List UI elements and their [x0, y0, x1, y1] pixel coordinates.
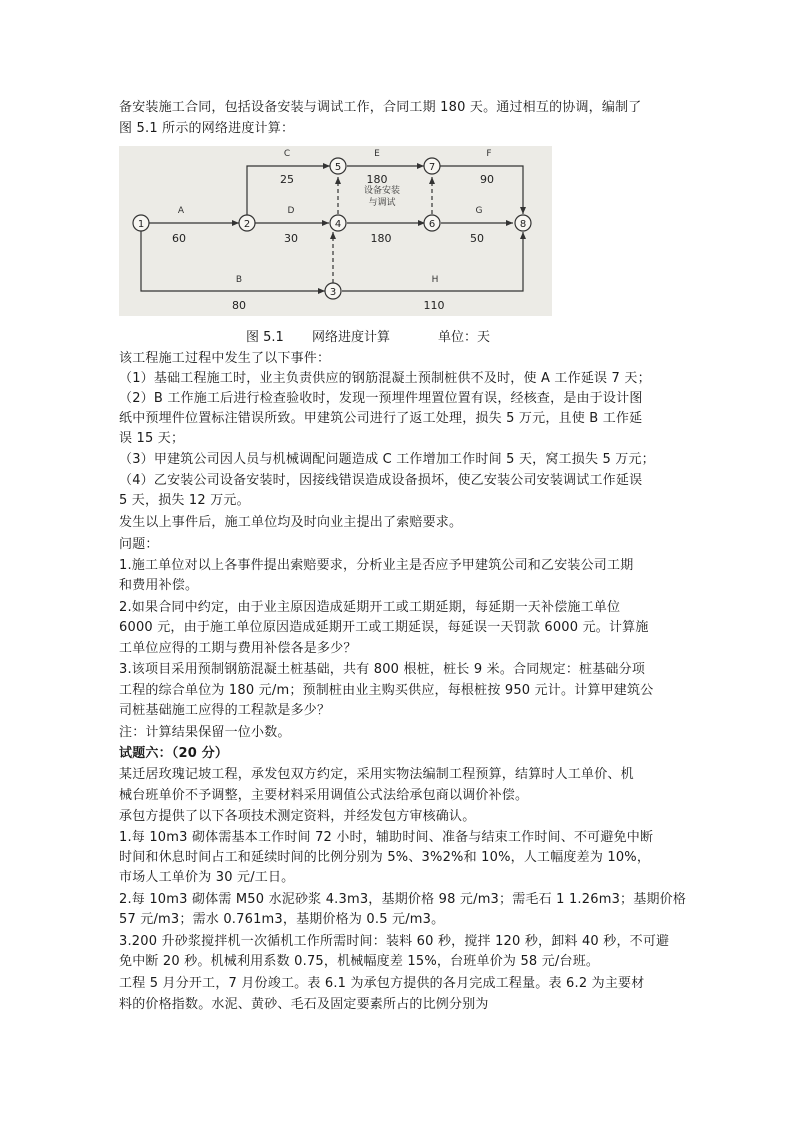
text-line: 市场人工单价为 30 元/工日。: [119, 870, 295, 885]
node-label: 3: [329, 287, 337, 298]
node-label: 2: [243, 219, 251, 230]
text-line: 时间和休息时间占工和延续时间的比例分别为 5%、3%2%和 10%，人工幅度差为 10%，: [119, 850, 651, 865]
text-line: 发生以上事件后，施工单位均及时向业主提出了索赔要求。: [119, 515, 463, 530]
activity-name-e: E: [374, 149, 380, 159]
text-line: 1.施工单位对以上各事件提出索赔要求，分析业主是否应予甲建筑公司和乙安装公司工期: [119, 558, 634, 573]
text-line: 5 天，损失 12 万元。: [119, 493, 250, 508]
node-label: 1: [137, 219, 145, 230]
text-line: 图 5.1 所示的网络进度计算：: [119, 121, 295, 136]
network-diagram: [119, 146, 552, 316]
activity-name-f: F: [486, 149, 492, 159]
section-heading: 试题六：（20 分）: [119, 746, 229, 761]
text-line: 误 15 天；: [119, 431, 185, 446]
text-line: 2.如果合同中约定，由于业主原因造成延期开工或工期延期，每延期一天补偿施工单位: [119, 600, 621, 615]
text-line: （3）甲建筑公司因人员与机械调配问题造成 C 工作增加工作时间 5 天，窝工损失 5 万元；: [119, 452, 655, 467]
text-line: 57 元/m3；需水 0.761m3，基期价格为 0.5 元/m3。: [119, 912, 445, 927]
text-line: 6000 元，由于施工单位原因造成延期开工或工期延误，每延误一天罚款 6000 元。计算施: [119, 620, 649, 635]
text-line: 1.每 10m3 砌体需基本工作时间 72 小时，辅助时间、准备与结束工作时间、不可避免中断: [119, 830, 654, 845]
text-line: （1）基础工程施工时，业主负责供应的钢筋混凝土预制桩供不及时，使 A 工作延误 7 天；: [119, 371, 651, 386]
caption-title: 网络进度计算: [312, 330, 391, 345]
text-line: 3.200 升砂浆搅拌机一次循机工作所需时间：装料 60 秒，搅拌 120 秒，卸料 40 秒，不可避: [119, 934, 670, 949]
activity-duration-g: 50: [470, 232, 484, 245]
text-line: 该工程施工过程中发生了以下事件：: [119, 351, 331, 366]
activity-duration-e: 180: [366, 173, 388, 186]
node-label: 7: [428, 162, 436, 173]
text-line: 司桩基础施工应得的工程款是多少？: [119, 703, 331, 718]
text-line: 注：计算结果保留一位小数。: [119, 725, 291, 740]
caption-figure-number: 图 5.1: [246, 330, 284, 345]
activity-duration-f: 90: [480, 173, 494, 186]
center-activity-label: 设备安装: [363, 186, 401, 196]
node-label: 4: [334, 219, 342, 230]
text-line: 和费用补偿。: [119, 578, 199, 593]
activity-name-d: D: [287, 206, 295, 216]
activity-duration-b: 80: [232, 299, 246, 312]
activity-duration-h: 110: [423, 299, 445, 312]
text-line: 免中断 20 秒。机械利用系数 0.75，机械幅度差 15%，台班单价为 58 元/台班。: [119, 954, 600, 969]
text-line: （4）乙安装公司设备安装时，因接线错误造成设备损坏，使乙安装公司安装调试工作延误: [119, 473, 643, 488]
activity-duration-c: 25: [280, 173, 294, 186]
node-label: 8: [519, 219, 527, 230]
figure-caption: [119, 328, 679, 348]
text-line: 备安装施工合同，包括设备安装与调试工作，合同工期 180 天。通过相互的协调，编制了: [119, 100, 642, 115]
text-line: 工程 5 月分开工，7 月份竣工。表 6.1 为承包方提供的各月完成工程量。表 6.2 为主要材: [119, 976, 645, 991]
text-line: 纸中预埋件位置标注错误所致。甲建筑公司进行了返工处理，损失 5 万元，且使 B 工作延: [119, 411, 643, 426]
center-activity-label: 与调试: [368, 198, 396, 208]
activity-name-h: H: [431, 275, 439, 285]
text-line: 3.该项目采用预制钢筋混凝土桩基础，共有 800 根桩，桩长 9 米。合同规定：桩基础分项: [119, 662, 646, 677]
node-label: 6: [428, 219, 436, 230]
node-label: 5: [334, 162, 342, 173]
text-line: 工单位应得的工期与费用补偿各是多少？: [119, 641, 357, 656]
activity-duration-a: 60: [172, 232, 186, 245]
center-activity-duration: 180: [370, 232, 392, 245]
activity-name-b: B: [235, 275, 243, 285]
activity-name-c: C: [283, 149, 291, 159]
text-line: 械台班单价不予调整，主要材料采用调值公式法给承包商以调价补偿。: [119, 788, 529, 803]
text-line: 2.每 10m3 砌体需 M50 水泥砂浆 4.3m3，基期价格 98 元/m3；需毛石 1 1.26m3；基期价格: [119, 892, 687, 907]
text-line: 承包方提供了以下各项技术测定资料，并经发包方审核确认。: [119, 809, 476, 824]
text-line: 问题：: [119, 537, 159, 552]
activity-name-a: A: [177, 206, 185, 216]
activity-duration-d: 30: [284, 232, 298, 245]
text-line: （2）B 工作施工后进行检查验收时，发现一预埋件埋置位置有误，经核查，是由于设计图: [119, 391, 643, 406]
caption-unit: 单位：天: [438, 330, 491, 345]
network-diagram-svg: [119, 146, 552, 316]
activity-name-g: G: [475, 206, 483, 216]
text-line: 工程的综合单位为 180 元/m；预制桩由业主购买供应，每根桩按 950 元计。计算甲建筑公: [119, 683, 654, 698]
text-line: 某迁居玫瑰记坡工程，承发包双方约定，采用实物法编制工程预算，结算时人工单价、机: [119, 767, 634, 782]
text-line: 料的价格指数。水泥、黄砂、毛石及固定要素所占的比例分别为: [119, 997, 489, 1012]
